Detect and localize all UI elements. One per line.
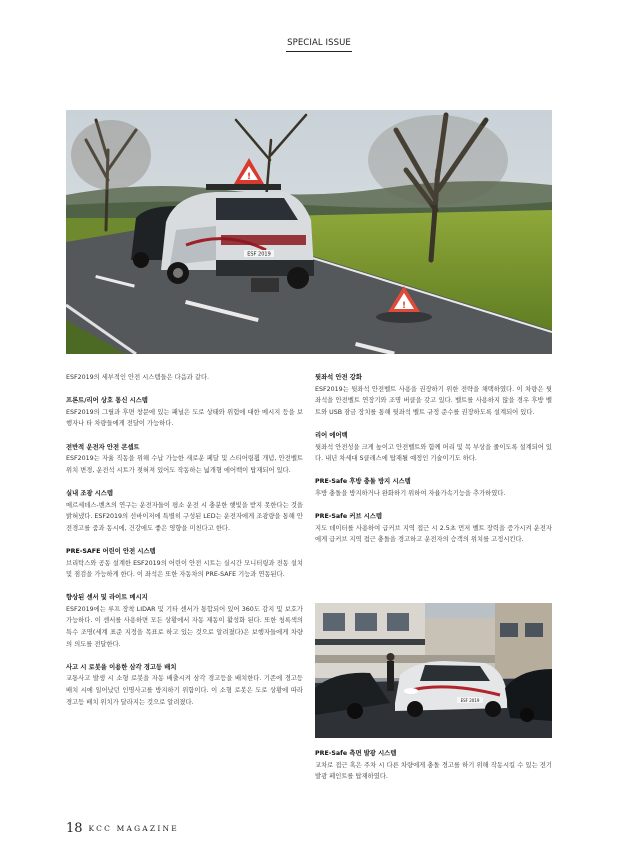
section-title: 리어 에어백 — [315, 431, 348, 439]
section-robot-warning-triangle — [66, 662, 303, 708]
svg-text:!: ! — [401, 301, 407, 311]
section-title: PRE-Safe 커브 시스템 — [315, 513, 382, 521]
section-body: ESF2019는 뒷좌석 안전벨트 사용을 권장하기 위한 전략을 채택하였다. 이 차량은 뒷좌석을 안전벨트 연장기와 조명 버클을 갖고 있다. 벨트를 사용하지 않을 경우 후방 벨트와 USB 잠금 장치를 통해 뒷좌석 벨트 규정 준수를 권장하도록 설계되어 있다. — [315, 385, 552, 416]
section-title: 향상된 센서 및 라이트 메시지 — [66, 594, 148, 602]
plate-small: ESF 2019 — [460, 697, 480, 703]
section-body: 뒷좌석 안전성을 크게 높이고 안전벨트와 함께 머리 및 목 부상을 줄이도록 설계되어 있다. 내년 차세대 S클래스에 탑재될 예정인 기술이기도 하다. — [315, 443, 552, 463]
section-sensors-light-messages — [66, 592, 303, 650]
left-column — [66, 372, 303, 720]
magazine-name: KCC MAGAZINE — [88, 824, 179, 833]
section-body: 후방 충돌을 방지하거나 완화하기 위하여 자율가속기능을 추가하였다. — [315, 489, 506, 497]
right-column-bottom — [315, 748, 552, 794]
main-photo — [66, 110, 552, 354]
section-title: 프론트/리어 상호 통신 시스템 — [66, 397, 148, 405]
section-side-light-system — [315, 748, 552, 783]
section-title: PRE-SAFE 어린이 안전 시스템 — [66, 547, 156, 555]
section-title: PRE-Safe 후방 충돌 방지 시스템 — [315, 478, 411, 486]
plate-main: ESF 2019 — [247, 251, 271, 258]
section-label: SPECIAL ISSUE — [286, 38, 352, 52]
svg-text:!: ! — [246, 172, 252, 182]
section-body: 브리탁스와 공동 설계한 ESF2019의 어린이 안전 시트는 실시간 모니터링과 전동 설치및 점검을 가능하게 한다. 이 좌석은 또한 자동차의 PRE-SAFE 기능과 연동된다. — [66, 559, 303, 579]
section-body: ESF2019의 그릴과 후면 창문에 있는 패널은 도로 상태와 위험에 대한 메시지 등을 보행자나 타 차량들에게 전달이 가능하다. — [66, 408, 303, 428]
section-body: 교차로 접근 혹은 주차 시 다른 차량에게 충돌 경고를 하기 위해 작동시킬 수 있는 전기 발광 페인트를 탑재하였다. — [315, 761, 552, 781]
section-title: 뒷좌석 안전 강화 — [315, 374, 362, 381]
section-interior-lighting — [66, 488, 303, 534]
section-rear-collision — [315, 476, 552, 499]
section-body: 교통사고 발생 시 소형 로봇을 자동 배출시켜 삼각 경고등을 배치한다. 기존에 경고등 배치 시에 일어났던 인명사고를 방지하기 위함이다. 이 소형 로봇은 도로 상황에 따라 경고등 배치 위치가 달라지는 것으로 알려졌다. — [66, 675, 303, 706]
right-column — [315, 372, 552, 558]
section-rear-seat-safety — [315, 372, 552, 418]
section-body: 메르세데스-벤츠의 연구는 운전자들이 평소 운전 시 충분한 햇빛을 받지 못한다는 것을 밝혀냈다. ESF2019의 선바이저에 특별히 구성된 LED는 운전자에게 조광량을 통해 안전경고를 줌과 동시에, 건강에도 좋은 영향을 미친다고 한다. — [66, 501, 303, 532]
section-title: 사고 시 로봇을 이용한 삼각 경고등 배치 — [66, 663, 177, 671]
section-body: ESF2019에는 루프 장착 LIDAR 및 기타 센서가 통합되어 있어 360도 감지 및 보호가 가능하다. 이 센서를 사용하면 모든 상황에서 자동 제동이 활성화 된다. 또한 청록색의 특수 조명(세계 표준 지정을 목표로 하고 있는 것으로 알려졌다)은 보행자들에게 차량의 의도를 전달한다. — [66, 605, 303, 648]
section-front-rear-communication — [66, 395, 303, 430]
section-body: 지도 데이터를 사용하여 급커브 지역 접근 시 2.5초 먼저 벨트 장력을 증가시켜 운전자에게 급커브 지역 접근 충돌을 경고하고 운전자의 승객의 위치를 고정시킨다. — [315, 524, 552, 544]
section-child-safety — [66, 546, 303, 581]
section-curve-system — [315, 511, 552, 546]
section-body: ESF2019는 자율 직동을 위해 수납 가능한 새로운 페달 및 스티어링휠 개념, 안전벨트 위치 변경, 운전석 시트가 젖혀져 있어도 작동하는 넓개형 에어백이 탑재되어 있다. — [66, 455, 303, 474]
section-driver-safety-concept — [66, 442, 303, 477]
secondary-photo — [315, 603, 552, 738]
section-title: 전반적 운전자 안전 콘셉트 — [66, 443, 140, 451]
page-footer — [66, 818, 179, 837]
page-number: 18 — [66, 821, 83, 836]
section-title: PRE-Safe 측면 발광 시스템 — [315, 750, 397, 757]
section-rear-airbag — [315, 430, 552, 465]
section-title: 실내 조광 시스템 — [66, 489, 113, 497]
intro-text: ESF2019의 세부적인 안전 시스템들은 다음과 같다. — [66, 374, 210, 381]
